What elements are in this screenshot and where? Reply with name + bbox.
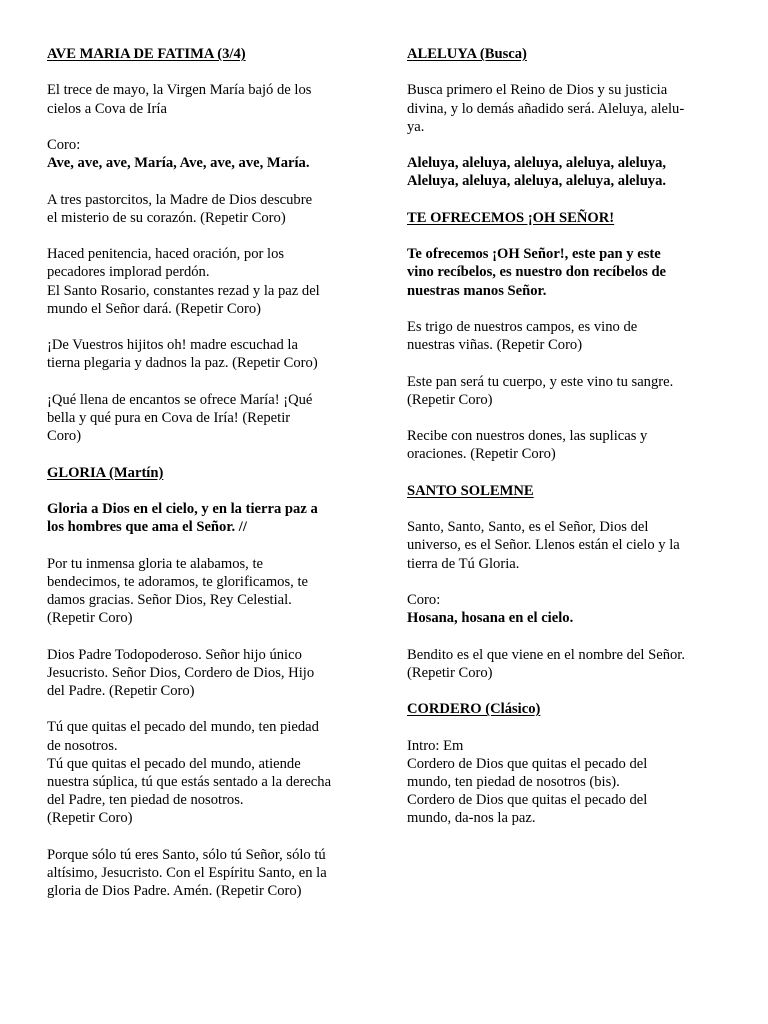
chorus-label: Coro: (407, 591, 441, 608)
verse-line: Jesucristo. Señor Dios, Cordero de Dios, Hijo (47, 664, 315, 681)
chorus-label: Coro: (47, 136, 81, 153)
verse-line: oraciones. (Repetir Coro) (407, 446, 556, 463)
chorus-line: vino recíbelos, es nuestro don recíbelos de (407, 264, 667, 281)
verse-line: pecadores implorad perdón. (47, 264, 210, 281)
verse-line: mundo, ten piedad de nosotros (bis). (407, 773, 620, 790)
verse-line: Santo, Santo, Santo, es el Señor, Dios del (407, 519, 649, 536)
verse-line: Este pan será tu cuerpo, y este vino tu sangre. (407, 373, 674, 390)
verse-line: bendecimos, te adoramos, te glorificamos, te (47, 573, 308, 590)
verse-line: del Padre, ten piedad de nosotros. (47, 792, 244, 809)
verse-line: de nosotros. (47, 737, 118, 754)
song-title-cordero: CORDERO (Clásico) (407, 701, 541, 718)
verse-line: Cordero de Dios que quitas el pecado del (407, 755, 648, 772)
verse-line: Cordero de Dios que quitas el pecado del (407, 792, 648, 809)
verse-line: Busca primero el Reino de Dios y su justicia (407, 82, 668, 99)
verse-line: del Padre. (Repetir Coro) (47, 682, 195, 699)
verse-line: Por tu inmensa gloria te alabamos, te (47, 555, 264, 572)
chorus-line: los hombres que ama el Señor. // (47, 519, 247, 536)
verse-line: Bendito es el que viene en el nombre del Señor. (407, 646, 686, 663)
chorus-line: Gloria a Dios en el cielo, y en la tierra paz a (47, 500, 318, 517)
song-title-aleluya: ALELUYA (Busca) (407, 46, 527, 62)
chorus-line: Hosana, hosana en el cielo. (407, 610, 574, 627)
verse-line: (Repetir Coro) (47, 610, 133, 627)
chorus-line: nuestras manos Señor. (407, 282, 547, 299)
verse-line: altísimo, Jesucristo. Con el Espíritu Santo, en la (47, 864, 327, 881)
verse-line: Haced penitencia, haced oración, por los (47, 246, 285, 263)
verse-line: tierra de Tú Gloria. (407, 555, 520, 572)
verse-line: Porque sólo tú eres Santo, sólo tú Señor, sólo tú (47, 846, 326, 863)
verse-line: El trece de mayo, la Virgen María bajó de los (47, 82, 312, 99)
verse-line: bella y qué pura en Cova de Iría! (Repetir (47, 409, 291, 426)
chorus-line: Aleluya, aleluya, aleluya, aleluya, aleluya, (407, 155, 667, 172)
chorus-line: Te ofrecemos ¡OH Señor!, este pan y este (407, 246, 661, 263)
verse-line: universo, es el Señor. Llenos están el cielo y la (407, 537, 680, 554)
verse-line: cielos a Cova de Iría (47, 100, 167, 117)
verse-line: Es trigo de nuestros campos, es vino de (407, 318, 638, 335)
verse-line: Tú que quitas el pecado del mundo, ten piedad (47, 719, 319, 736)
verse-line: damos gracias. Señor Dios, Rey Celestial. (47, 591, 292, 608)
verse-line: Recibe con nuestros dones, las suplicas y (407, 428, 648, 445)
verse-line: El Santo Rosario, constantes rezad y la paz del (47, 282, 320, 299)
verse-line: nuestras viñas. (Repetir Coro) (407, 337, 583, 354)
verse-line: Coro) (47, 428, 82, 445)
verse-line: el misterio de su corazón. (Repetir Coro) (47, 209, 286, 226)
verse-line: ¡Qué llena de encantos se ofrece María! ¡Qué (47, 391, 313, 408)
verse-line: divina, y lo demás añadido será. Aleluya, alelu- (407, 100, 685, 117)
left-column (47, 45, 367, 900)
chorus-line: Aleluya, aleluya, aleluya, aleluya, aleluya. (407, 173, 667, 190)
song-title-santo: SANTO SOLEMNE (407, 482, 534, 499)
verse-line: nuestra súplica, tú que estás sentado a la derecha (47, 773, 332, 790)
chorus-line: Ave, ave, ave, María, Ave, ave, ave, María. (47, 155, 310, 172)
song-title-te-ofrecemos: TE OFRECEMOS ¡OH SEÑOR! (407, 209, 615, 226)
verse-line: mundo, da-nos la paz. (407, 810, 536, 827)
song-title-gloria: GLORIA (Martín) (47, 464, 164, 481)
verse-line: (Repetir Coro) (47, 810, 133, 827)
verse-line: tierna plegaria y dadnos la paz. (Repetir Coro) (47, 355, 318, 372)
verse-line: (Repetir Coro) (407, 391, 493, 408)
verse-line: ¡De Vuestros hijitos oh! madre escuchad la (47, 337, 298, 354)
intro-line: Intro: Em (407, 737, 464, 754)
right-column (407, 45, 730, 828)
verse-line: Tú que quitas el pecado del mundo, atiende (47, 755, 301, 772)
song-title-ave-maria: AVE MARIA DE FATIMA (3/4) (47, 46, 246, 62)
verse-line: ya. (407, 118, 425, 135)
verse-line: A tres pastorcitos, la Madre de Dios descubre (47, 191, 313, 208)
verse-line: gloria de Dios Padre. Amén. (Repetir Coro) (47, 883, 302, 900)
verse-line: Dios Padre Todopoderoso. Señor hijo único (47, 646, 302, 663)
verse-line: mundo el Señor dará. (Repetir Coro) (47, 300, 261, 317)
verse-line: (Repetir Coro) (407, 664, 493, 681)
